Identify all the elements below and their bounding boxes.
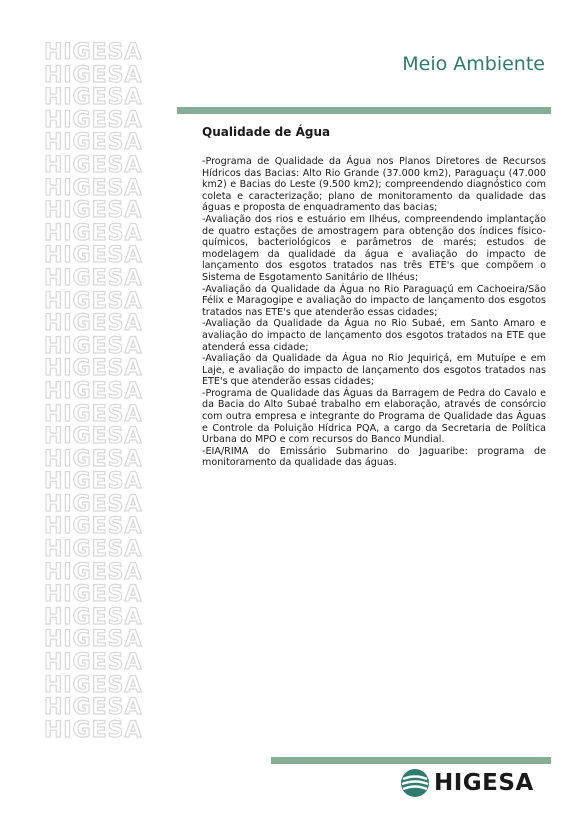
watermark-row: HIGESA (44, 85, 143, 111)
paragraph-7: -EIA/RIMA do Emissário Submarino do Jaguaribe: programa de monitoramento da qualidade das águas. (202, 445, 546, 469)
top-divider-bar (177, 107, 551, 114)
watermark-row: HIGESA (44, 401, 143, 427)
paragraph-6: -Programa de Qualidade das Águas da Barragem de Pedra do Cavalo e da Bacia do Alto Subaé trabalho em elaboração, através de consórcio com outra empresa e integrante do Programa de Qualidade das Águas e Controle da Poluição Hídrica PQA, a cargo da Secretaria de Política Urbana do MPO e com recursos do Banco Mundial. (202, 387, 546, 446)
higesa-watermark (44, 42, 164, 742)
watermark-row: HIGESA (44, 469, 143, 495)
paragraph-4: -Avaliação da Qualidade da Água no Rio Subaé, em Santo Amaro e avaliação do impacto de lançamento dos esgotos tratados na ETE que atenderá essa cidade; (202, 318, 546, 353)
paragraph-1: -Programa de Qualidade da Água nos Planos Diretores de Recursos Hídricos das Bacias: Alto Rio Grande (37.000 km2), Paraguaçu (47.000 km2) e Bacias do Leste (9.500 km2); compreendendo diagnóstico com coleta e caracterização; plano de monitoramento da qualidade das águas e proposta de enquadramento das bacias; (202, 156, 546, 214)
watermark-row: HIGESA (44, 514, 143, 540)
bottom-divider-bar (271, 757, 551, 764)
paragraph-3: -Avaliação da Qualidade da Água no Rio Paraguaçú em Cachoeira/São Félix e Maragogipe e avaliação do impacto de lançamento dos esgotos tratados nas ETE's que atenderão essas cidades; (202, 283, 546, 318)
watermark-row: HIGESA (44, 717, 143, 743)
logo-text: HIGESA (434, 770, 534, 796)
watermark-row: HIGESA (44, 175, 143, 201)
watermark-row: HIGESA (44, 491, 143, 517)
watermark-row: HIGESA (44, 40, 143, 65)
paragraph-2: -Avaliação dos rios e estuário em Ilhéus, compreendendo implantação de quatro estações de amostragem para obtenção dos índices físico-químicos, bacteriológicos e parâmetros de marés; estudos de modelagem da qualidade da água e avaliação do impacto de lançamento dos esgotos tratados nas três ETE's que compõem o Sistema de Esgotamento Sanitário de Ilhéus; (202, 213, 546, 283)
watermark-row: HIGESA (44, 695, 143, 721)
watermark-row: HIGESA (44, 265, 143, 291)
watermark-row: HIGESA (44, 627, 143, 653)
content-heading: Qualidade de Água (202, 125, 331, 139)
watermark-row: HIGESA (44, 333, 143, 359)
watermark-row: HIGESA (44, 288, 143, 314)
watermark-row: HIGESA (44, 378, 143, 404)
watermark-row: HIGESA (44, 220, 143, 246)
paragraph-5: -Avaliação da Qualidade da Água no Rio Jequiriçá, em Mutuípe e em Laje, e avaliação do impacto de lançamento dos esgotos tratados nas ETE's que atenderão essas cidades; (202, 353, 546, 388)
watermark-row: HIGESA (44, 356, 143, 382)
higesa-globe-icon (400, 768, 430, 798)
watermark-row: HIGESA (44, 604, 143, 630)
section-title: Meio Ambiente (402, 53, 545, 75)
watermark-row: HIGESA (44, 243, 143, 269)
watermark-row: HIGESA (44, 446, 143, 472)
watermark-row: HIGESA (44, 62, 143, 88)
main-content (202, 125, 546, 469)
watermark-row: HIGESA (44, 650, 143, 676)
watermark-row: HIGESA (44, 198, 143, 224)
watermark-row: HIGESA (44, 424, 143, 450)
watermark-row: HIGESA (44, 672, 143, 698)
watermark-row: HIGESA (44, 559, 143, 585)
watermark-row: HIGESA (44, 311, 143, 337)
watermark-row: HIGESA (44, 152, 143, 178)
watermark-row: HIGESA (44, 582, 143, 608)
watermark-row: HIGESA (44, 130, 143, 156)
higesa-logo (400, 766, 550, 800)
watermark-row: HIGESA (44, 107, 143, 133)
watermark-row: HIGESA (44, 537, 143, 563)
